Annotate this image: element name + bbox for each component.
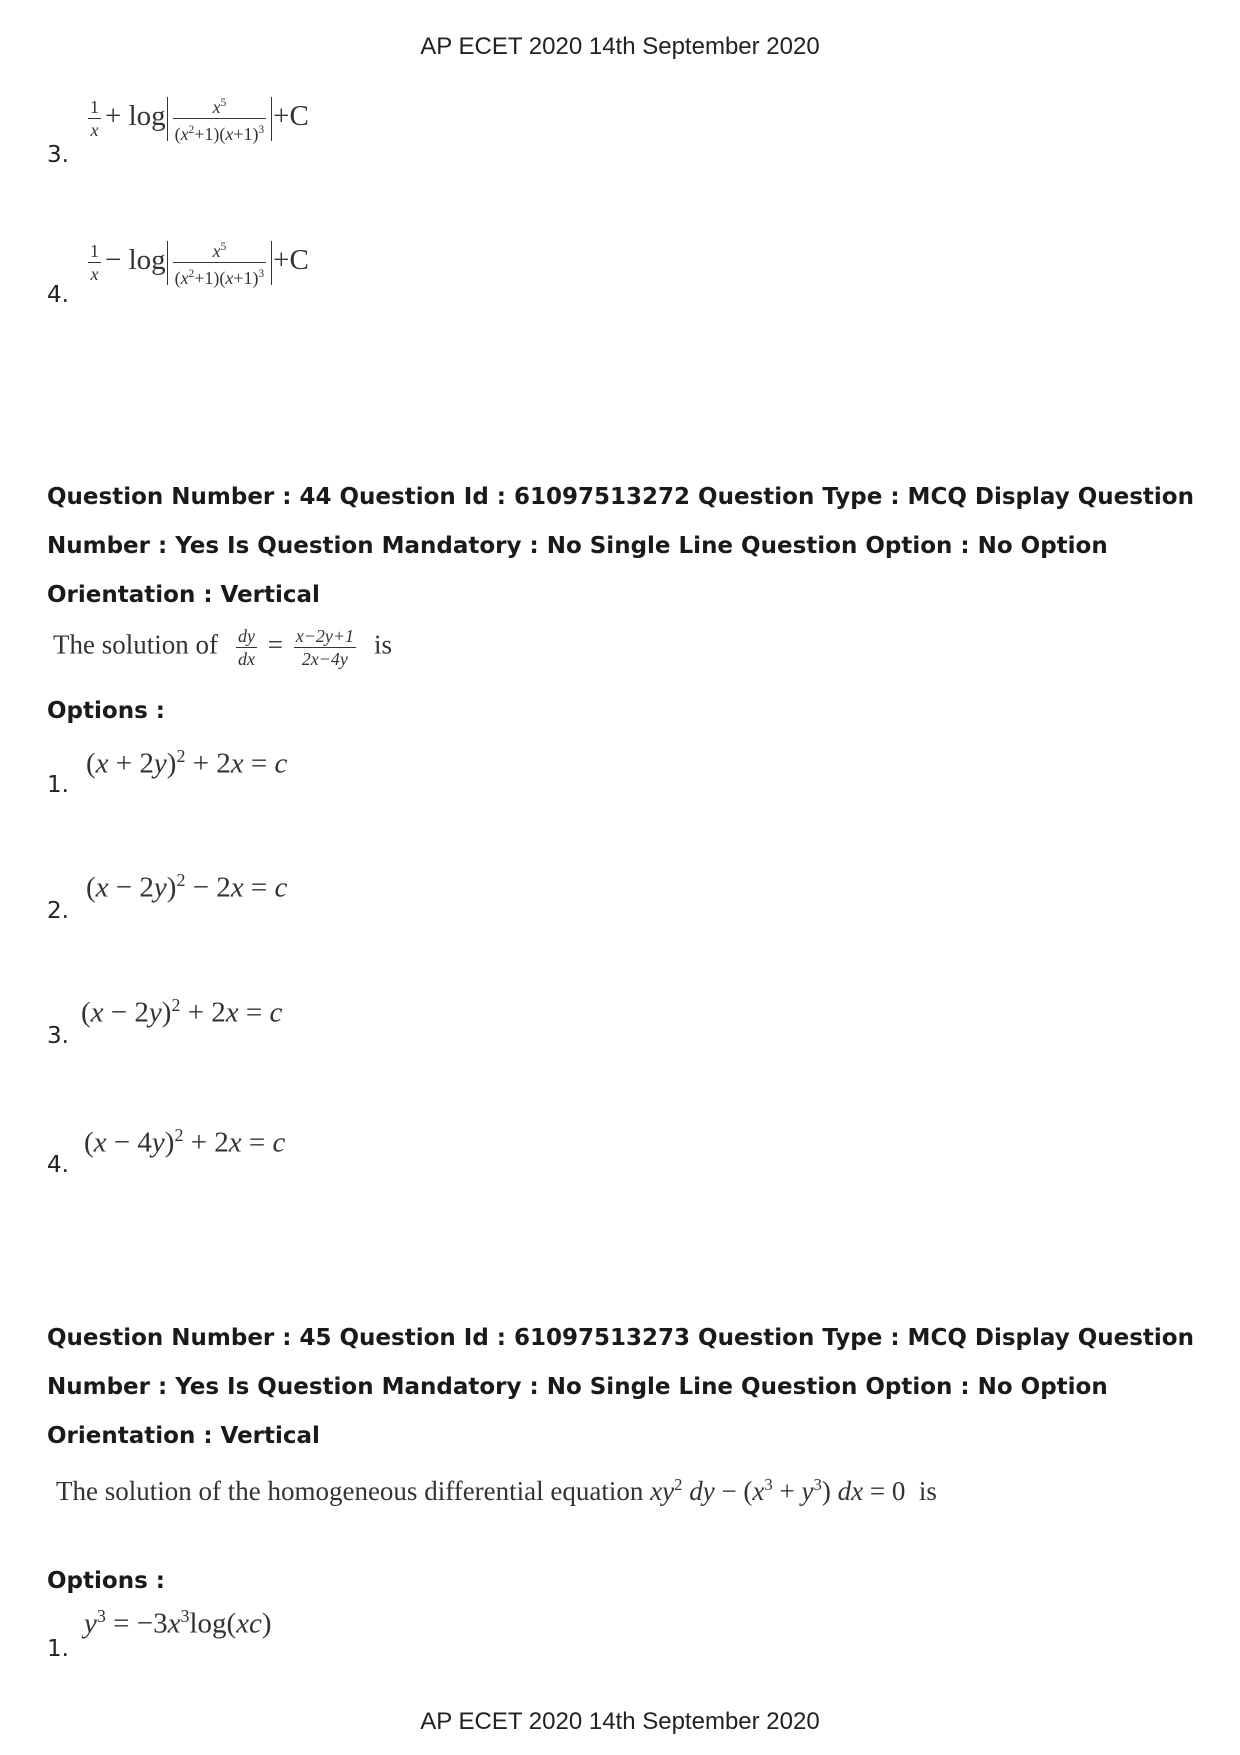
operator: + log [105, 100, 166, 133]
q44-options-label: Options : [47, 698, 165, 724]
q44-option-3-number: 3. [47, 1023, 69, 1049]
q45-header: Question Number : 45 Question Id : 61097513273 Question Type : MCQ Display Question Number : Yes Is Question Mandatory : No Single Line Question Option : No Option Orientation : Vertical [47, 1325, 1194, 1449]
operator: − log [105, 244, 166, 277]
q44-question-text: The solution of $\frac{dy}{dx}$ = $\frac{x-2y+1}{2x-4y}$ is [53, 626, 393, 669]
page-footer: AP ECET 2020 14th September 2020 [420, 1708, 820, 1735]
prev-option-3-expression [84, 92, 309, 145]
q44-option-4-number: 4. [47, 1152, 69, 1178]
fraction: $\frac{x^5}{(x^2+1)(x+1)^3}$ [173, 92, 266, 145]
q45-option-1-number: 1. [47, 1636, 69, 1662]
prev-option-4-number: 4. [47, 282, 69, 308]
q45-option-1-expression: $y^3 = -3x^3\log(xc)$ [84, 1606, 272, 1640]
page-header: AP ECET 2020 14th September 2020 [420, 33, 820, 60]
q44-option-1-expression: $(x + 2y)^2 + 2x = c$ [86, 746, 288, 780]
prev-option-4-expression [84, 236, 309, 289]
constant: +C [273, 100, 309, 133]
q44-option-3-expression: $(x - 2y)^2 + 2x = c$ [81, 995, 283, 1029]
fraction: $\frac{x^5}{(x^2+1)(x+1)^3}$ [173, 236, 266, 289]
q44-option-2-expression: $(x - 2y)^2 - 2x = c$ [86, 870, 288, 904]
q45-options-label: Options : [47, 1568, 165, 1594]
q45-question-text: The solution of the homogeneous differential equation $xy^2$ dy − $(x^3 + y^3)$ dx = 0 is [56, 1475, 937, 1506]
q44-header: Question Number : 44 Question Id : 61097513272 Question Type : MCQ Display Question Number : Yes Is Question Mandatory : No Single Line Question Option : No Option Orientation : Vertical [47, 484, 1194, 608]
q44-option-1-number: 1. [47, 772, 69, 798]
prev-option-3-number: 3. [47, 142, 69, 168]
q44-option-2-number: 2. [47, 898, 69, 924]
fraction: $\frac{1}{x}$ [90, 97, 99, 140]
fraction: $\frac{1}{x}$ [90, 241, 99, 284]
lhs-fraction: $\frac{dy}{dx}$ [237, 626, 255, 669]
rhs-fraction: $\frac{x-2y+1}{2x-4y}$ [295, 626, 354, 669]
constant: +C [273, 244, 309, 277]
q44-option-4-expression: $(x - 4y)^2 + 2x = c$ [84, 1125, 286, 1159]
